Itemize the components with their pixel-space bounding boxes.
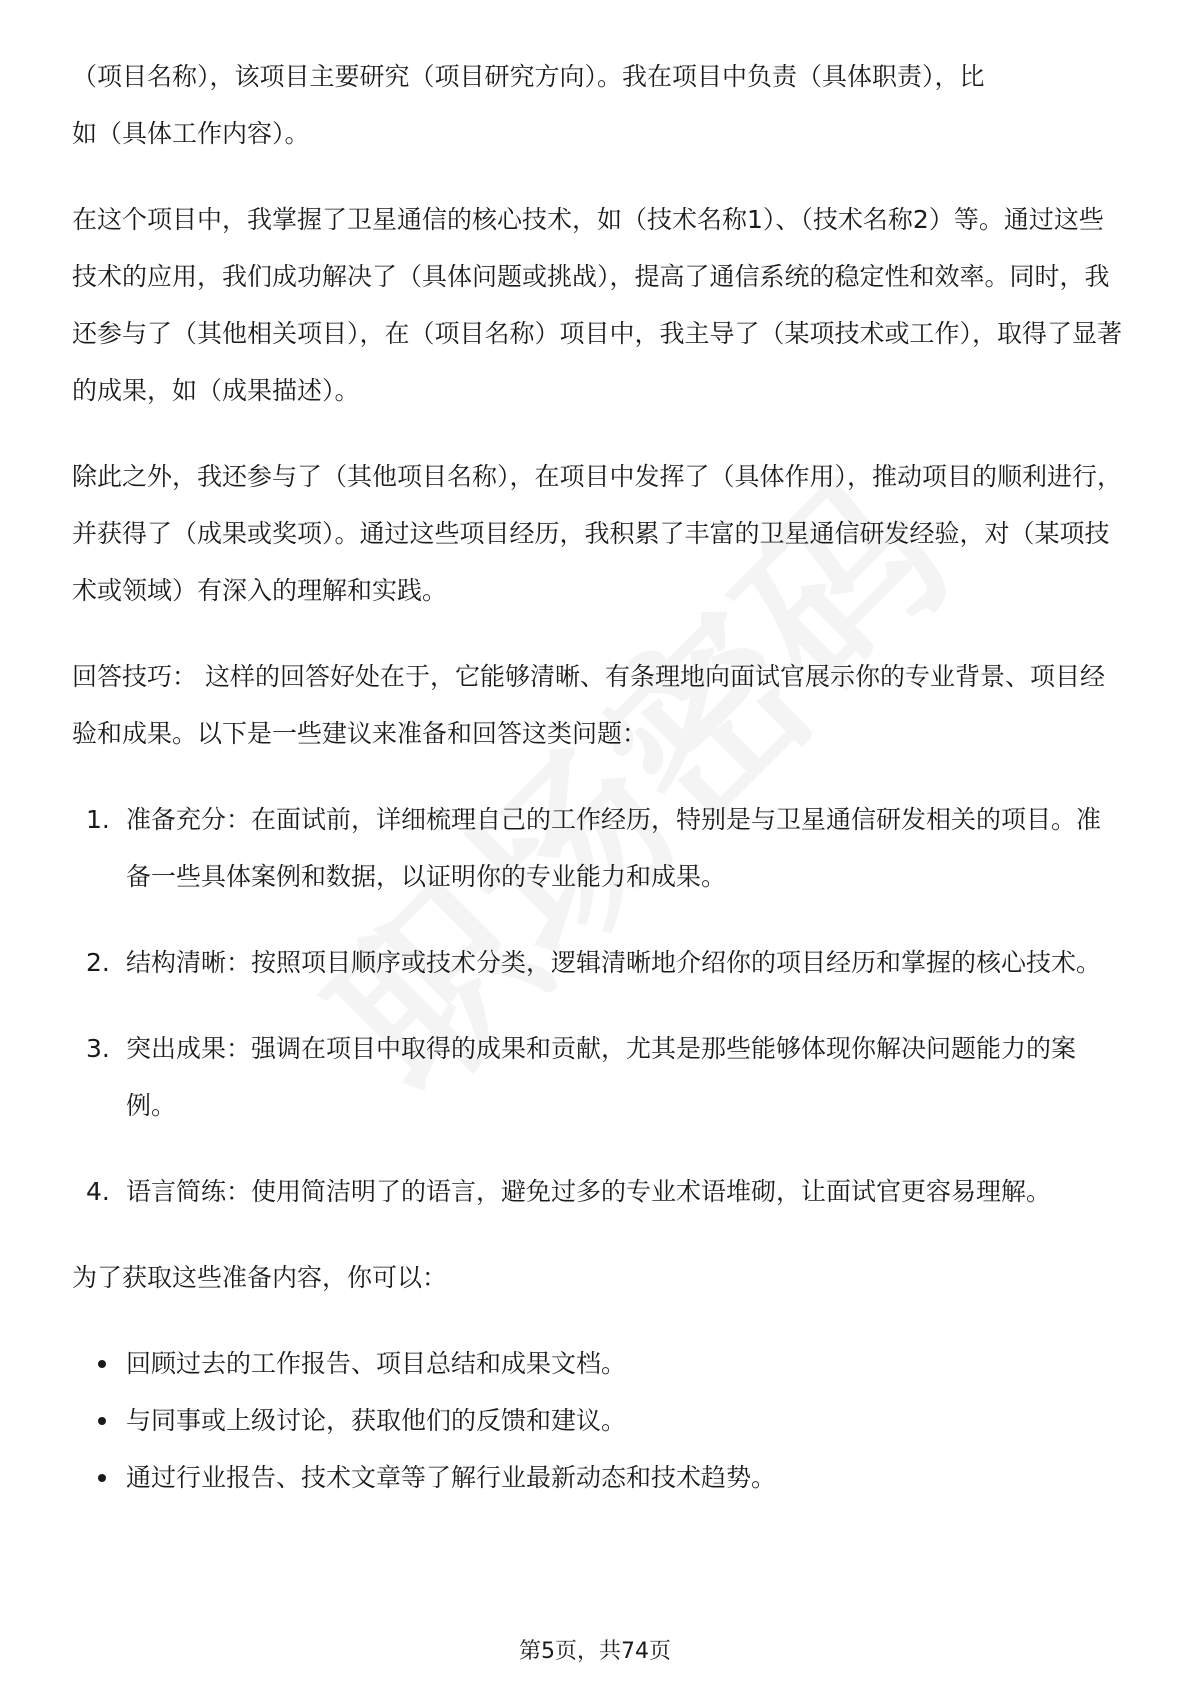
document-body [72,48,1122,1506]
list-item-text: 通过行业报告、技术文章等了解行业最新动态和技术趋势。 [126,1463,777,1492]
list-item-text: 准备充分：在面试前，详细梳理自己的工作经历，特别是与卫星通信研发相关的项目。准备一些具体案例和数据，以证明你的专业能力和成果。 [126,805,1102,891]
list-number: 4. [86,1177,110,1206]
list-item-text: 回顾过去的工作报告、项目总结和成果文档。 [126,1349,627,1378]
list-item [72,934,1122,991]
paragraph-other-projects: 除此之外，我还参与了（其他项目名称），在项目中发挥了（具体作用），推动项目的顺利进行，并获得了（成果或奖项）。通过这些项目经历，我积累了丰富的卫星通信研发经验，对（某项技术或领域）有深入的理解和实践。 [72,462,1123,605]
paragraph-answer-tips: 回答技巧： 这样的回答好处在于，它能够清晰、有条理地向面试官展示你的专业背景、项目经验和成果。以下是一些建议来准备和回答这类问题： [72,662,1105,748]
tips-list [72,791,1122,1220]
list-item [72,1449,1122,1506]
paragraph-prep-intro: 为了获取这些准备内容，你可以： [72,1263,448,1292]
list-item-text: 与同事或上级讨论，获取他们的反馈和建议。 [126,1406,627,1435]
list-number: 2. [86,948,110,977]
list-number: 3. [86,1034,110,1063]
bullet-icon [98,1474,106,1482]
bullet-list [72,1335,1122,1506]
list-number: 1. [86,805,110,834]
list-item-text: 语言简练：使用简洁明了的语言，避免过多的专业术语堆砌，让面试官更容易理解。 [126,1177,1052,1206]
list-item [72,1335,1122,1392]
list-item [72,791,1122,905]
paragraph-project-intro: （项目名称），该项目主要研究（项目研究方向）。我在项目中负责（具体职责），比如（具体工作内容）。 [72,62,985,148]
paragraph-core-tech: 在这个项目中，我掌握了卫星通信的核心技术，如（技术名称1）、（技术名称2）等。通过这些技术的应用，我们成功解决了（具体问题或挑战），提高了通信系统的稳定性和效率。同时，我还参与了（其他相关项目），在（项目名称）项目中，我主导了（某项技术或工作），取得了显著的成果，如（成果描述）。 [72,205,1123,405]
list-item [72,1392,1122,1449]
list-item [72,1020,1122,1134]
page-number: 第5页，共74页 [519,1639,671,1664]
bullet-icon [98,1417,106,1425]
list-item-text: 结构清晰：按照项目顺序或技术分类，逻辑清晰地介绍你的项目经历和掌握的核心技术。 [126,948,1102,977]
list-item [72,1163,1122,1220]
list-item-text: 突出成果：强调在项目中取得的成果和贡献，尤其是那些能够体现你解决问题能力的案例。 [126,1034,1077,1120]
bullet-icon [98,1360,106,1368]
